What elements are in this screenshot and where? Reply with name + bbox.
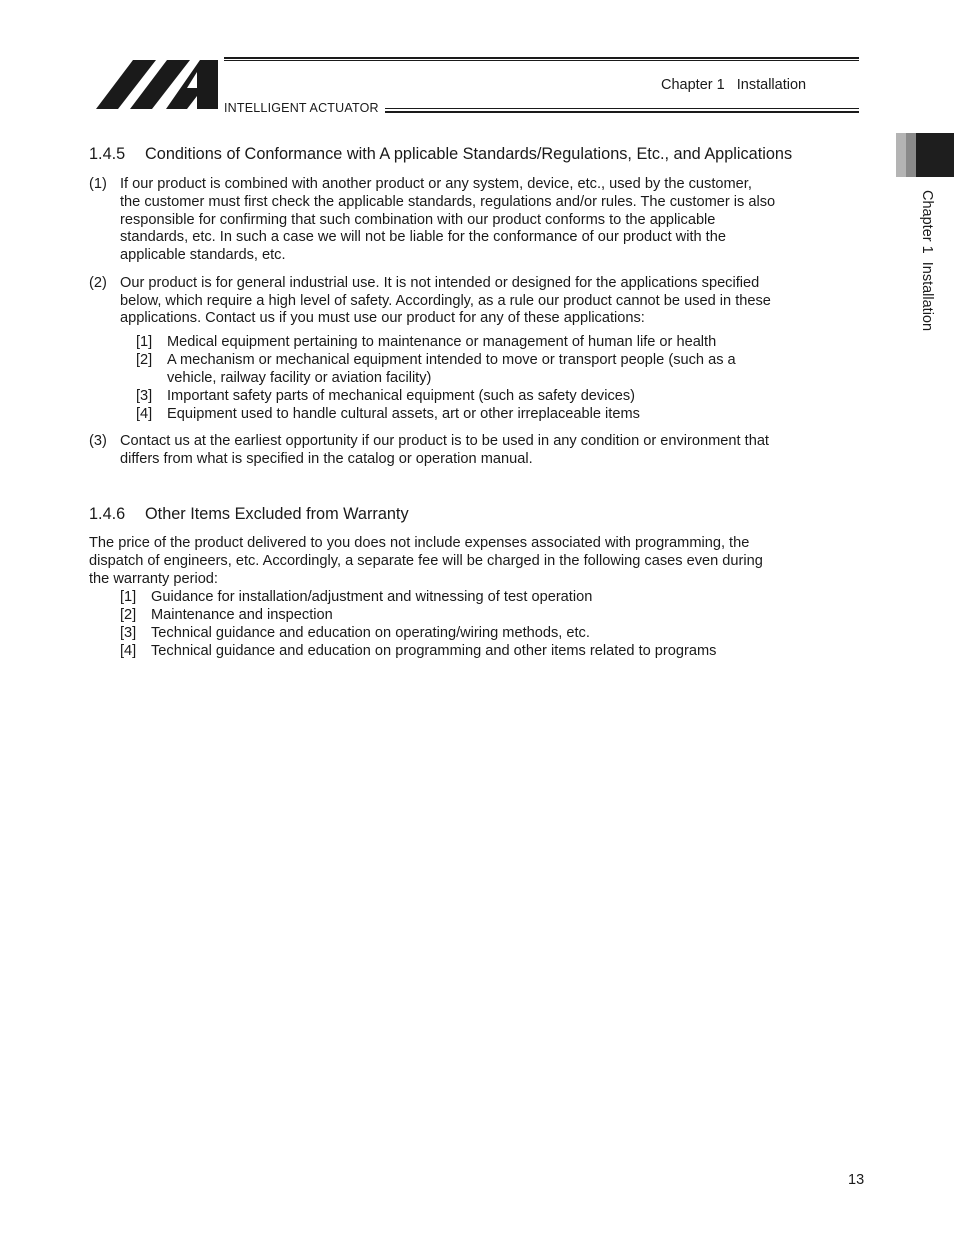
paragraph-line: Our product is for general industrial use. It is not intended or designed for the applications specified <box>120 275 760 291</box>
warranty-item-number: [1] <box>120 589 137 605</box>
warranty-item-number: [4] <box>120 643 137 659</box>
page-number: 13 <box>848 1172 865 1188</box>
subitem-number: [1] <box>136 334 153 350</box>
subitem-number: [2] <box>136 352 153 368</box>
subitem-text: Medical equipment pertaining to maintenance or management of human life or health <box>167 334 717 350</box>
paragraph-line: differs from what is specified in the catalog or operation manual. <box>120 451 533 467</box>
side-chapter-label: Chapter 1 Installation <box>919 190 935 332</box>
intro-line: dispatch of engineers, etc. Accordingly, a separate fee will be charged in the following cases even during <box>89 553 763 569</box>
chapter-tab-mid-stripe <box>906 133 916 177</box>
chapter-tab-light-stripe <box>896 133 906 177</box>
paragraph-line: the customer must first check the applicable standards, regulations and/or rules. The customer is also <box>120 194 776 210</box>
paragraph-line: standards, etc. In such a case we will not be liable for the conformance of our product with the <box>120 229 726 245</box>
brand-name: INTELLIGENT ACTUATOR <box>224 101 379 115</box>
subitem-text: vehicle, railway facility or aviation facility) <box>167 370 432 386</box>
header-bottom-rule <box>385 108 859 113</box>
paragraph-line: applicable standards, etc. <box>120 247 286 263</box>
subitem-number: [4] <box>136 406 153 422</box>
header-top-rule <box>224 57 859 61</box>
warranty-item-text: Technical guidance and education on programming and other items related to programs <box>151 643 717 659</box>
item-number: (3) <box>89 433 107 449</box>
warranty-item-number: [3] <box>120 625 137 641</box>
iai-logo <box>96 58 220 111</box>
intro-line: The price of the product delivered to you does not include expenses associated with programming, the <box>89 535 750 551</box>
warranty-item-number: [2] <box>120 607 137 623</box>
intro-line: the warranty period: <box>89 571 218 587</box>
section-145-title: Conditions of Conformance with A pplicable Standards/Regulations, Etc., and Applications <box>145 145 793 163</box>
subitem-number: [3] <box>136 388 153 404</box>
paragraph-line: applications. Contact us if you must use our product for any of these applications: <box>120 310 645 326</box>
section-146-number: 1.4.6 <box>89 505 126 523</box>
paragraph-line: If our product is combined with another product or any system, device, etc., used by the customer, <box>120 176 752 192</box>
paragraph-line: Contact us at the earliest opportunity if our product is to be used in any condition or environment that <box>120 433 769 449</box>
chapter-tab-marker <box>916 133 954 177</box>
warranty-item-text: Technical guidance and education on operating/wiring methods, etc. <box>151 625 590 641</box>
subitem-text: Important safety parts of mechanical equipment (such as safety devices) <box>167 388 636 404</box>
warranty-item-text: Maintenance and inspection <box>151 607 333 623</box>
section-146-title: Other Items Excluded from Warranty <box>145 505 409 523</box>
item-number: (1) <box>89 176 107 192</box>
paragraph-line: responsible for confirming that such combination with our product conforms to the applicable <box>120 212 716 228</box>
paragraph-line: below, which require a high level of safety. Accordingly, as a rule our product cannot be used in these <box>120 293 771 309</box>
subitem-text: A mechanism or mechanical equipment intended to move or transport people (such as a <box>167 352 736 368</box>
warranty-item-text: Guidance for installation/adjustment and witnessing of test operation <box>151 589 593 605</box>
section-145-number: 1.4.5 <box>89 145 126 163</box>
item-number: (2) <box>89 275 107 291</box>
header-chapter-title: Chapter 1 Installation <box>661 77 807 93</box>
subitem-text: Equipment used to handle cultural assets, art or other irreplaceable items <box>167 406 640 422</box>
